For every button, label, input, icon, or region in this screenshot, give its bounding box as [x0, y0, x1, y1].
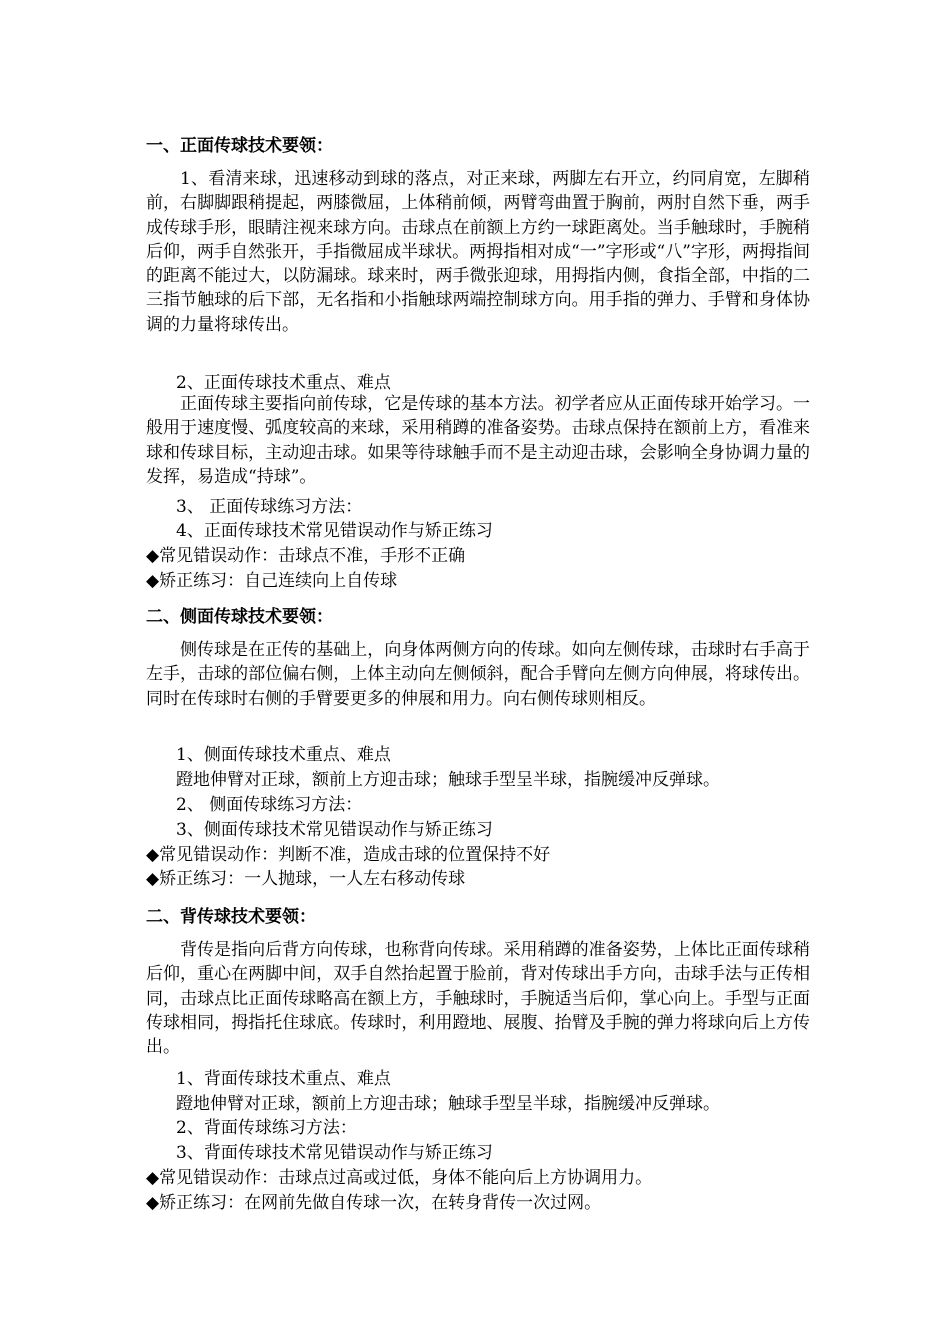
section-1-title: 一、正面传球技术要领： — [146, 136, 333, 156]
section-2-sub-1-text: 蹬地伸臂对正球，额前上方迎击球；触球手型呈半球，指腕缓冲反弹球。 — [176, 770, 720, 790]
section-2-sub-2: 2、 侧面传球练习方法： — [176, 795, 363, 815]
section-3-paragraph: 背传是指向后背方向传球，也称背向传球。采用稍蹲的准备姿势，上体比正面传球稍后仰，重心在两脚中间，双手自然抬起置于脸前，背对传球出手方向，击球手法与正传相同，击球点比正面传球略高在额上方，手触球时，手腕适当后仰，掌心向上。手型与正面传球相同，拇指托住球底。传球时，利用蹬地、展腹、抬臂及手腕的弹力将球向后上方传出。 — [146, 940, 810, 1058]
section-2-paragraph: 侧传球是在正传的基础上，向身体两侧方向的传球。如向左侧传球，击球时右手高于左手，击球的部位偏右侧，上体主动向左侧倾斜，配合手臂向左侧方向伸展，将球传出。同时在传球时右侧的手臂要更多的伸展和用力。向右侧传球则相反。 — [146, 640, 810, 709]
section-3-error: ◆常见错误动作：击球点过高或过低，身体不能向后上方协调用力。 — [146, 1168, 653, 1188]
section-2-sub-1: 1、侧面传球技术重点、难点 — [176, 745, 391, 765]
section-1-sub-1: 2、正面传球技术重点、难点 — [176, 373, 391, 393]
section-2-correct: ◆矫正练习：一人抛球，一人左右移动传球 — [146, 869, 466, 889]
section-1-paragraph-2: 正面传球主要指向前传球，它是传球的基本方法。初学者应从正面传球开始学习。一般用于速度慢、弧度较高的来球，采用稍蹲的准备姿势。击球点保持在额前上方，看准来球和传球目标，主动迎击球。如果等待球触手而不是主动迎击球，会影响全身协调力量的发挥，易造成“持球”。 — [146, 394, 810, 487]
section-3-correct: ◆矫正练习：在网前先做自传球一次，在转身背传一次过网。 — [146, 1193, 602, 1213]
section-3-title: 二、背传球技术要领： — [146, 907, 316, 927]
section-2-sub-3: 3、侧面传球技术常见错误动作与矫正练习 — [176, 820, 493, 840]
section-3-sub-2: 2、背面传球练习方法： — [176, 1118, 357, 1138]
section-1-correct: ◆矫正练习：自己连续向上自传球 — [146, 571, 398, 591]
section-3-sub-1-text: 蹬地伸臂对正球，额前上方迎击球；触球手型呈半球，指腕缓冲反弹球。 — [176, 1094, 720, 1114]
section-3-sub-3: 3、背面传球技术常见错误动作与矫正练习 — [176, 1143, 493, 1163]
section-1-sub-3: 3、 正面传球练习方法： — [176, 497, 363, 517]
section-1-sub-4: 4、正面传球技术常见错误动作与矫正练习 — [176, 521, 493, 541]
section-1-error: ◆常见错误动作：击球点不准，手形不正确 — [146, 546, 466, 566]
section-1-paragraph-1: 1、看清来球，迅速移动到球的落点，对正来球，两脚左右开立，约同肩宽，左脚稍前，右脚脚跟稍提起，两膝微屈，上体稍前倾，两臂弯曲置于胸前，两肘自然下垂，两手成传球手形，眼睛注视来球方向。击球点在前额上方约一球距离处。当手触球时，手腕稍后仰，两手自然张开，手指微屈成半球状。两拇指相对成“一”字形或“八”字形，两拇指间的距离不能过大，以防漏球。球来时，两手微张迎球，用拇指内侧，食指全部，中指的二三指节触球的后下部，无名指和小指触球两端控制球方向。用手指的弹力、手臂和身体协调的力量将球传出。 — [146, 169, 810, 335]
section-2-error: ◆常见错误动作：判断不准，造成击球的位置保持不好 — [146, 845, 551, 865]
section-3-sub-1: 1、背面传球技术重点、难点 — [176, 1069, 391, 1089]
section-2-title: 二、侧面传球技术要领： — [146, 607, 333, 627]
